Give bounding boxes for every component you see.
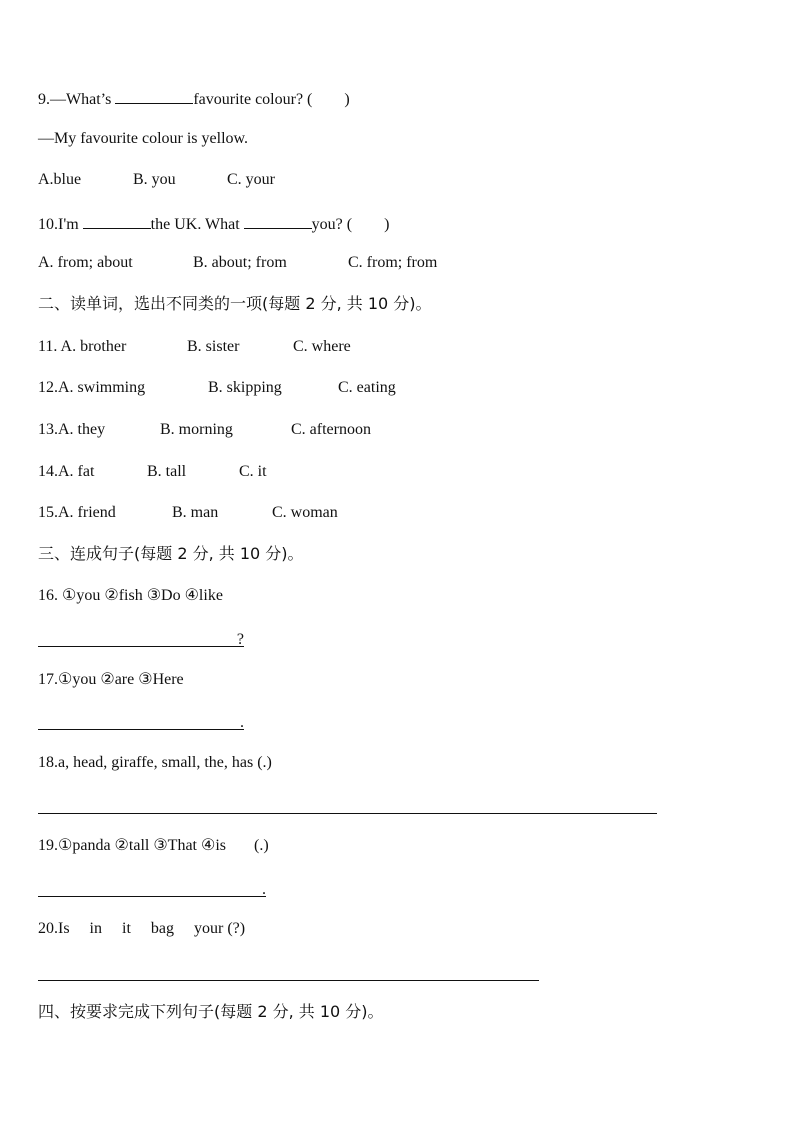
q12-option-a[interactable]: A. swimming xyxy=(58,379,146,396)
q16-words: 16. ①you ②fish ③Do ④like xyxy=(38,587,223,604)
q9-option-b[interactable]: B. you xyxy=(133,171,176,188)
q11-option-c[interactable]: C. where xyxy=(293,338,351,355)
q16-answer-line[interactable]: ? xyxy=(38,628,244,647)
q10-blank-1[interactable] xyxy=(83,212,151,229)
q14-option-c[interactable]: C. it xyxy=(239,463,267,480)
q20-answer-line[interactable] xyxy=(38,962,539,981)
q10-option-a[interactable]: A. from; about xyxy=(38,254,133,271)
q12-row: 12.A. swimming B. skipping C. eating xyxy=(38,379,396,396)
q11-row: 11. A. brother B. sister C. where xyxy=(38,338,351,355)
section3-title: 三、连成句子(每题 2 分, 共 10 分)。 xyxy=(38,544,304,563)
q19-words: 19.①panda ②tall ③That ④is (.) xyxy=(38,837,269,854)
q13-option-b[interactable]: B. morning xyxy=(160,421,233,438)
q12-option-c[interactable]: C. eating xyxy=(338,379,396,396)
q9-options xyxy=(38,170,275,190)
q11-option-b[interactable]: B. sister xyxy=(187,338,240,355)
q17-words: 17.①you ②are ③Here xyxy=(38,671,184,688)
q9-option-c[interactable]: C. your xyxy=(227,171,275,188)
section4-title: 四、按要求完成下列句子(每题 2 分, 共 10 分)。 xyxy=(38,1002,384,1021)
q14-row: 14.A. fat B. tall C. it xyxy=(38,463,267,480)
q15-option-a[interactable]: A. friend xyxy=(58,504,116,521)
q19-answer-line[interactable]: . xyxy=(38,878,266,897)
q17-answer-line[interactable]: . xyxy=(38,711,244,730)
q18-answer-line[interactable] xyxy=(38,795,657,814)
q18-words: 18.a, head, giraffe, small, the, has (.) xyxy=(38,754,272,771)
q20-words: 20.Is in it bag your (?) xyxy=(38,920,246,937)
q13-option-a[interactable]: A. they xyxy=(58,421,106,438)
q10-question: 10.I'm the UK. What you? ( ) xyxy=(38,212,389,235)
q9-blank[interactable] xyxy=(115,87,193,104)
q15-row: 15.A. friend B. man C. woman xyxy=(38,504,338,521)
q9-question: 9.—What’s favourite colour? ( ) xyxy=(38,87,350,110)
q12-option-b[interactable]: B. skipping xyxy=(208,379,282,396)
q10-option-c[interactable]: C. from; from xyxy=(348,254,438,271)
q10-blank-2[interactable] xyxy=(244,212,312,229)
q15-option-c[interactable]: C. woman xyxy=(272,504,338,521)
q11-option-a[interactable]: A. brother xyxy=(60,338,127,355)
q10-options xyxy=(38,253,437,273)
q13-row: 13.A. they B. morning C. afternoon xyxy=(38,421,371,438)
q10-option-b[interactable]: B. about; from xyxy=(193,254,287,271)
q13-option-c[interactable]: C. afternoon xyxy=(291,421,371,438)
q9-answer: —My favourite colour is yellow. xyxy=(38,130,249,147)
q15-option-b[interactable]: B. man xyxy=(172,504,219,521)
q14-option-a[interactable]: A. fat xyxy=(58,463,95,480)
q9-option-a[interactable]: A.blue xyxy=(38,171,82,188)
section2-title: 二、读单词，选出不同类的一项(每题 2 分, 共 10 分)。 xyxy=(38,294,432,313)
q14-option-b[interactable]: B. tall xyxy=(147,463,187,480)
